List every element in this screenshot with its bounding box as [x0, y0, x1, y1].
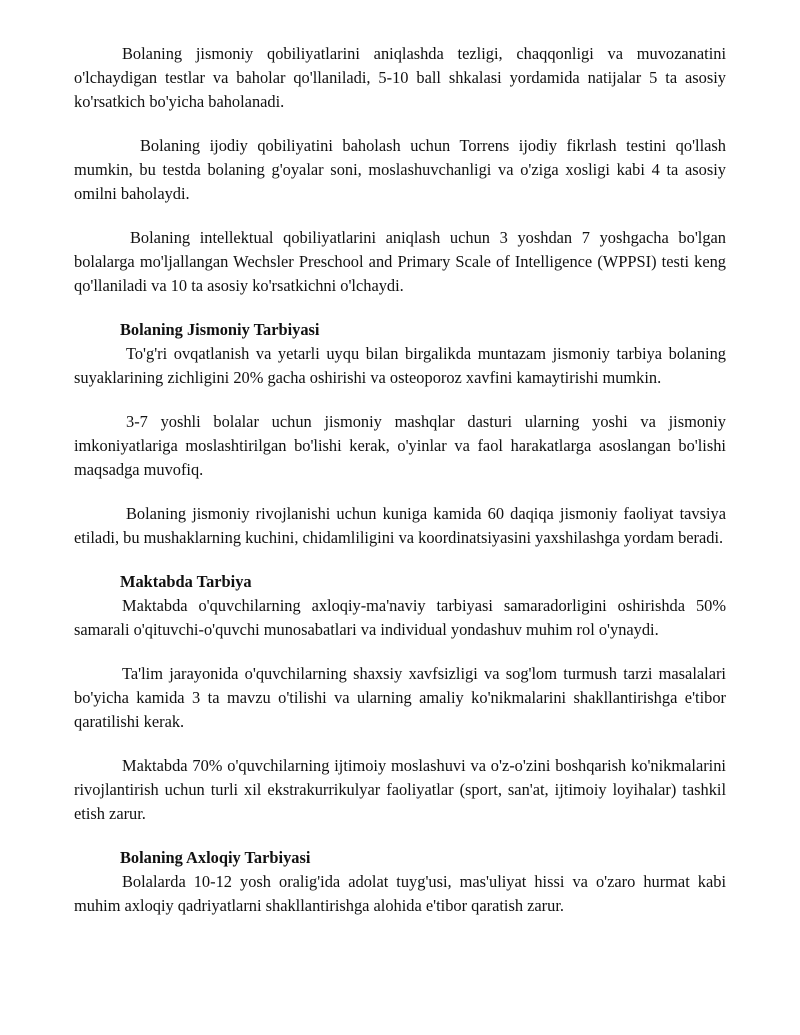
- paragraph-physical-abilities-assessment: Bolaning jismoniy qobiliyatlarini aniqlashda tezligi, chaqqonligi va muvozanatini o'lchaydigan testlar va baholar qo'llaniladi, 5-10 ball shkalasi yordamida natijalar 5 ta asosiy ko'rsatkich bo'yicha baholanadi.: [74, 44, 726, 111]
- section-heading-school-education: Maktabda Tarbiya: [120, 572, 252, 591]
- paragraph-moral-values: Bolalarda 10-12 yosh oralig'ida adolat tuyg'usi, mas'uliyat hissi va o'zaro hurmat kabi muhim axloqiy qadriyatlarni shakllantirishga alohida e'tibor qaratish zarur.: [74, 872, 726, 915]
- document-page: [74, 42, 726, 938]
- paragraph-intellectual-abilities-wppsi: Bolaning intellektual qobiliyatlarini aniqlash uchun 3 yoshdan 7 yoshgacha bo'lgan bolalarga mo'ljallangan Wechsler Preschool and Primary Scale of Intelligence (WPPSI) testi keng qo'llaniladi va 10 ta asosiy ko'rsatkichni o'lchaydi.: [74, 228, 726, 295]
- section-heading-physical-education: Bolaning Jismoniy Tarbiyasi: [120, 320, 320, 339]
- paragraph-bone-density: To'g'ri ovqatlanish va yetarli uyqu bilan birgalikda muntazam jismoniy tarbiya bolaning suyaklarining zichligini 20% gacha oshirishi va osteoporoz xavfini kamaytirishi mumkin.: [74, 344, 726, 387]
- paragraph-teacher-student-relations: Maktabda o'quvchilarning axloqiy-ma'naviy tarbiyasi samaradorligini oshirishda 50% samarali o'qituvchi-o'quvchi munosabatlari va individual yondashuv muhim rol o'ynaydi.: [74, 596, 726, 639]
- paragraph-daily-activity: Bolaning jismoniy rivojlanishi uchun kuniga kamida 60 daqiqa jismoniy faoliyat tavsiya etiladi, bu mushaklarning kuchini, chidamliligini va koordinatsiyasini yaxshilashga yordam beradi.: [74, 504, 726, 547]
- paragraph-extracurricular: Maktabda 70% o'quvchilarning ijtimoiy moslashuvi va o'z-o'zini boshqarish ko'nikmalarini rivojlantirish uchun turli xil ekstrakurrikulyar faoliyatlar (sport, san'at, ijtimoiy loyihalar) tashkil etish zarur.: [74, 756, 726, 823]
- paragraph-exercise-program: 3-7 yoshli bolalar uchun jismoniy mashqlar dasturi ularning yoshi va jismoniy imkoniyatlariga moslashtirilgan bo'lishi kerak, o'yinlar va faol harakatlarga asoslangan bo'lishi maqsadga muvofiq.: [74, 412, 726, 479]
- paragraph-creative-abilities-torrens: Bolaning ijodiy qobiliyatini baholash uchun Torrens ijodiy fikrlash testini qo'llash mumkin, bu testda bolaning g'oyalar soni, moslashuvchanligi va o'ziga xosligi kabi 4 ta asosiy omilni baholaydi.: [74, 136, 726, 203]
- paragraph-personal-safety: Ta'lim jarayonida o'quvchilarning shaxsiy xavfsizligi va sog'lom turmush tarzi masalalari bo'yicha kamida 3 ta mavzu o'tilishi va ularning amaliy ko'nikmalarini shakllantirishga e'tibor qaratilishi kerak.: [74, 664, 726, 731]
- section-heading-moral-education: Bolaning Axloqiy Tarbiyasi: [120, 848, 311, 867]
